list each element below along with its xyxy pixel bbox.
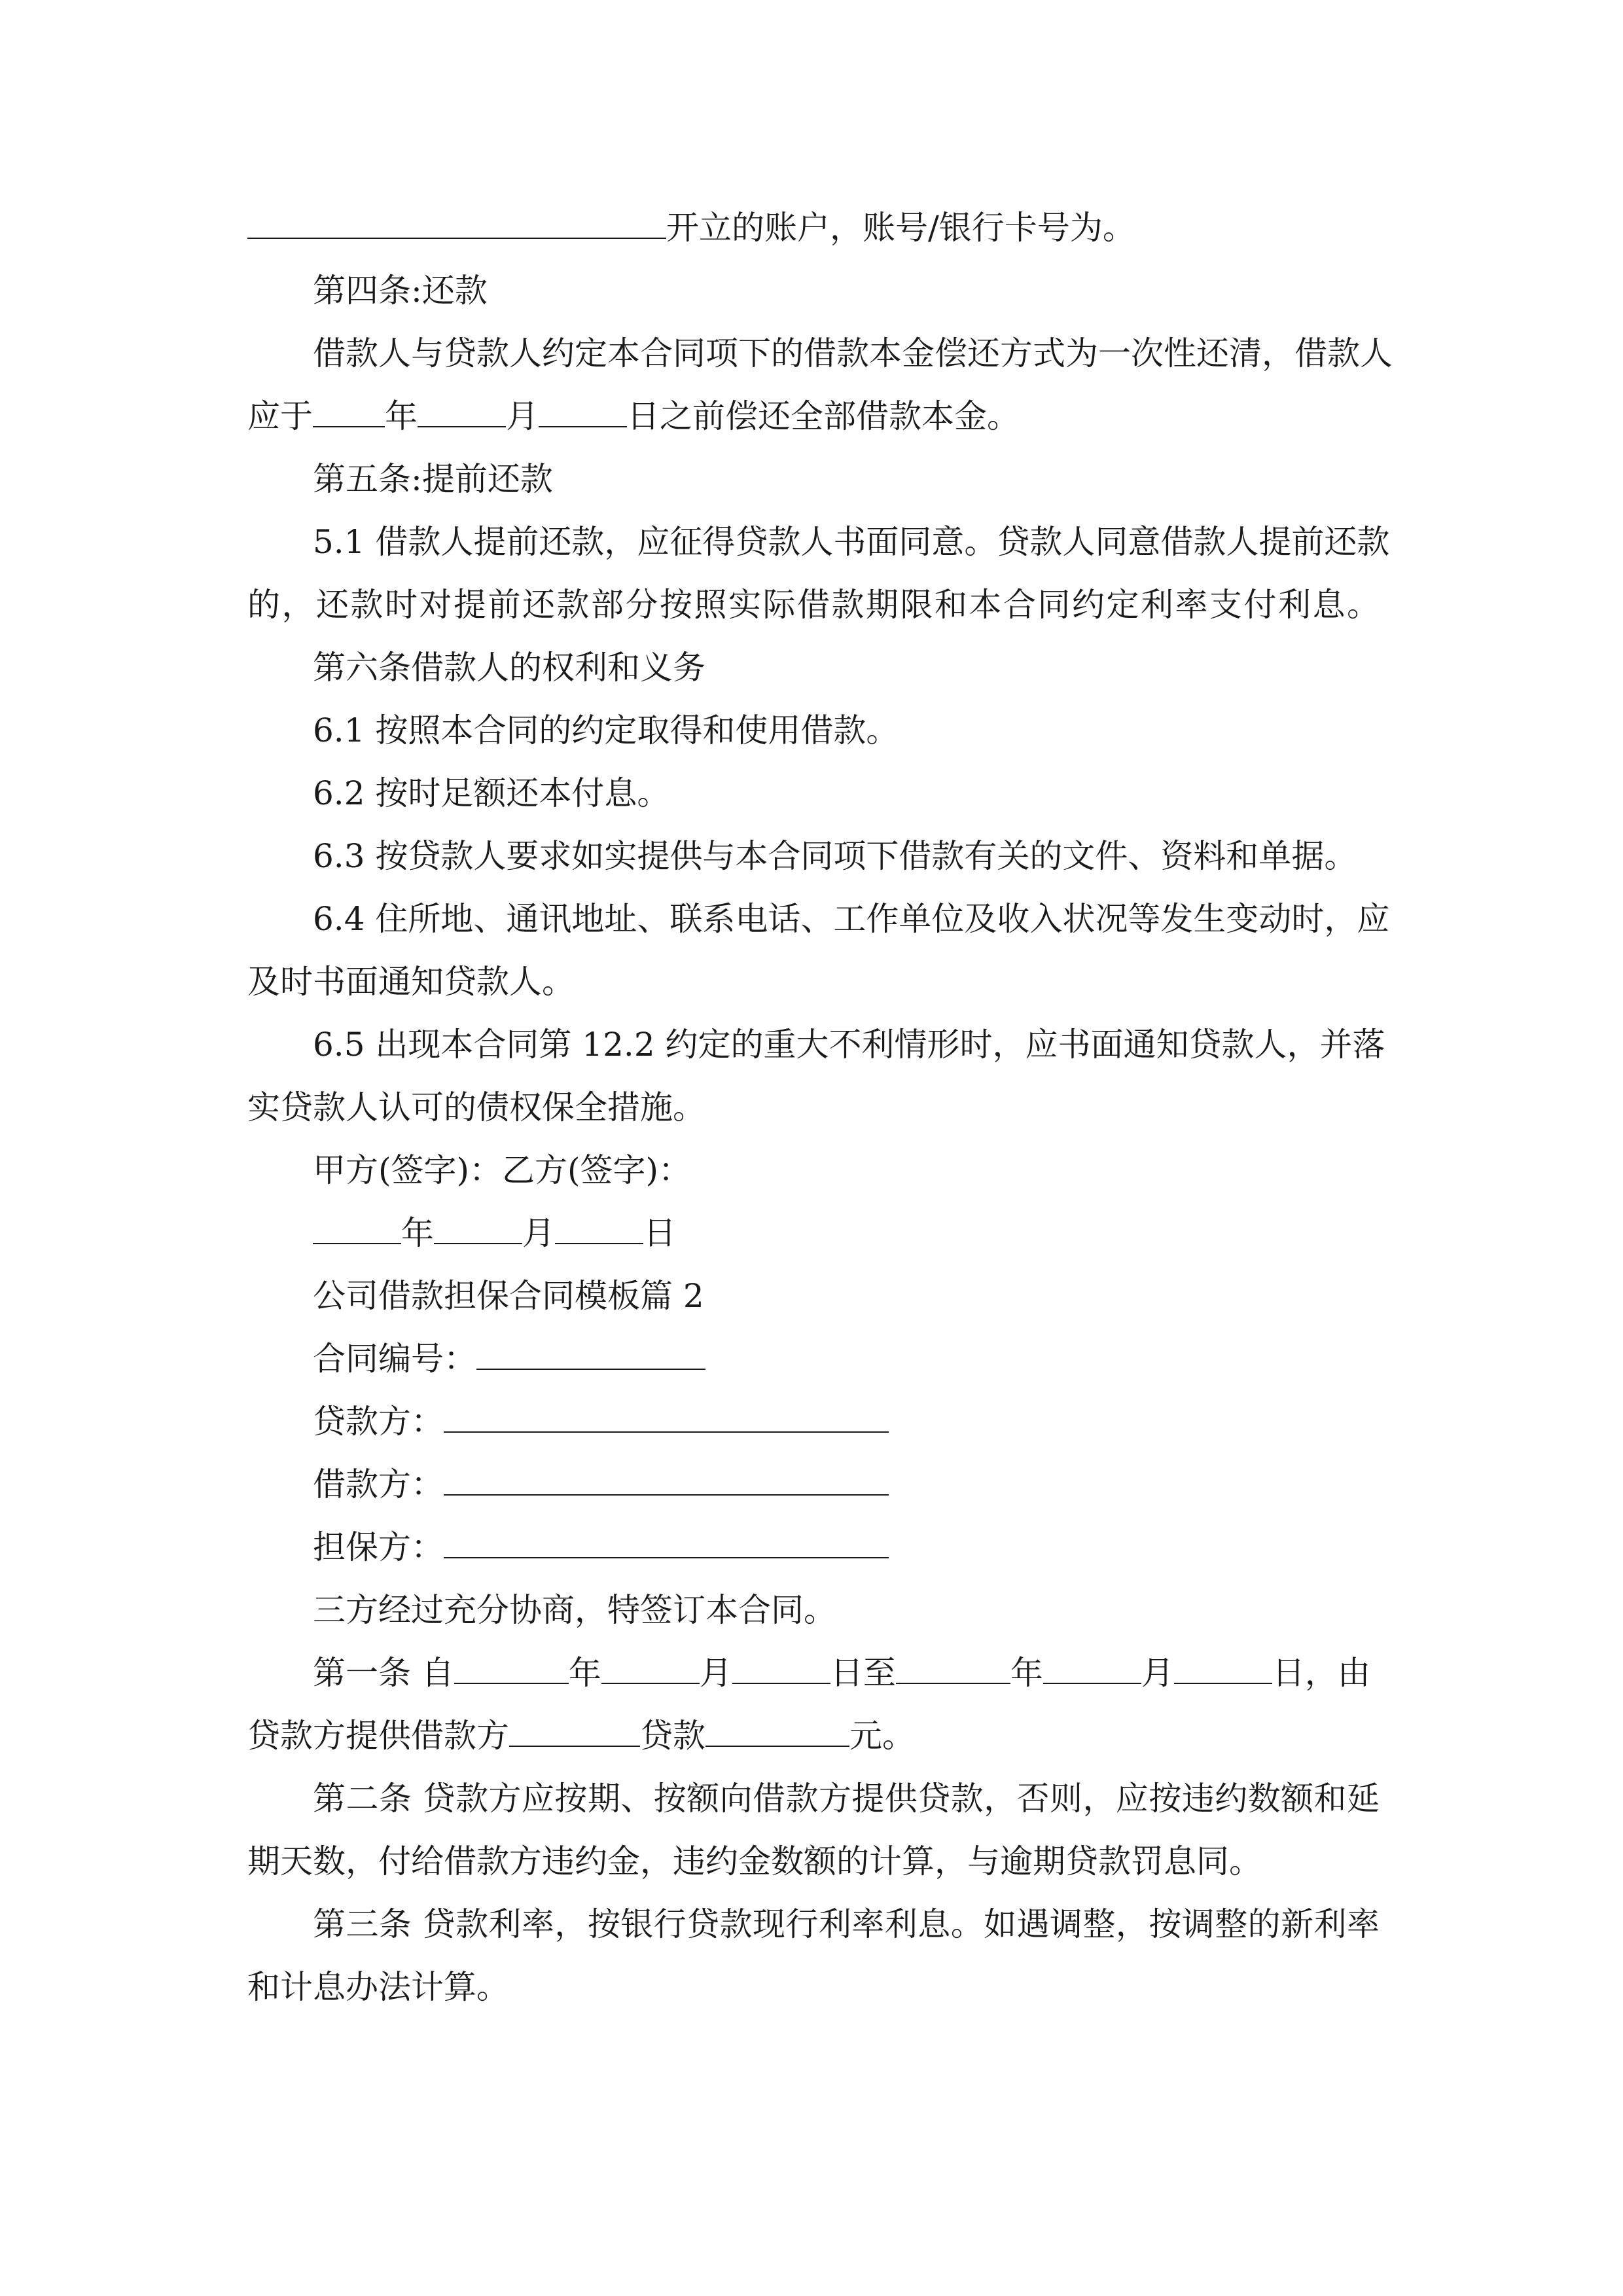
blank-start-day bbox=[732, 1649, 830, 1684]
clause-line: 6.3 按贷款人要求如实提供与本合同项下借款有关的文件、资料和单据。 bbox=[313, 837, 1357, 875]
paragraph-line: 借款人与贷款人约定本合同项下的借款本金偿还方式为一次性还清，借款人 bbox=[313, 334, 1393, 372]
blank-start-year bbox=[454, 1649, 569, 1684]
clause-line: 6.2 按时足额还本付息。 bbox=[313, 774, 670, 812]
paragraph-line: 的，还款时对提前还款部分按照实际借款期限和本合同约定利率支付利息。 bbox=[247, 586, 1380, 624]
contract-number-line: 合同编号： bbox=[247, 1327, 1380, 1390]
repay-date-line: 应于 年 月 日之前偿还全部借款本金。 bbox=[247, 385, 1380, 448]
clause-line: 6.5 出现本合同第 12.2 约定的重大不利情形时，应书面通知贷款人，并落 bbox=[313, 1026, 1385, 1064]
account-line: 开立的账户，账号/银行卡号为。 bbox=[247, 196, 1380, 259]
paragraph-line: 期天数，付给借款方违约金，违约金数额的计算，与逾期贷款罚息同。 bbox=[247, 1842, 1262, 1880]
blank-start-month bbox=[601, 1649, 700, 1684]
blank-end-year bbox=[896, 1649, 1010, 1684]
section-heading: 第六条借款人的权利和义务 bbox=[313, 649, 705, 687]
document-title: 公司借款担保合同模板篇 2 bbox=[313, 1277, 704, 1315]
signature-date-line: 年 月 日 bbox=[247, 1202, 1380, 1265]
blank-month bbox=[434, 1209, 522, 1244]
blank-guarantor bbox=[444, 1523, 889, 1558]
clause-line: 6.4 住所地、通讯地址、联系电话、工作单位及收入状况等发生变动时，应 bbox=[313, 900, 1390, 938]
blank-lender bbox=[444, 1397, 889, 1433]
signature-line: 甲方(签字)：乙方(签字)： bbox=[313, 1151, 692, 1189]
clause-line: 及时书面通知贷款人。 bbox=[247, 963, 575, 1001]
paragraph-line: 第二条 贷款方应按期、按额向借款方提供贷款，否则，应按违约数额和延 bbox=[313, 1780, 1380, 1818]
blank-bank bbox=[247, 204, 666, 239]
lender-line: 贷款方： bbox=[247, 1390, 1380, 1453]
clause-line: 6.1 按照本合同的约定取得和使用借款。 bbox=[313, 711, 899, 749]
paragraph-line: 和计息办法计算。 bbox=[247, 1968, 509, 2006]
blank-month bbox=[418, 392, 506, 427]
paragraph-line: 5.1 借款人提前还款，应征得贷款人书面同意。贷款人同意借款人提前还款 bbox=[313, 523, 1390, 561]
blank-year bbox=[313, 1209, 401, 1244]
section-heading: 第五条:提前还款 bbox=[313, 460, 553, 498]
paragraph-line: 三方经过充分协商，特签订本合同。 bbox=[313, 1591, 836, 1629]
blank-borrower-name bbox=[509, 1712, 640, 1747]
blank-year bbox=[313, 392, 385, 427]
clause-line: 实贷款人认可的债权保全措施。 bbox=[247, 1088, 705, 1126]
contract-page bbox=[247, 196, 1393, 2018]
blank-amount bbox=[705, 1712, 849, 1747]
term-period-line: 第一条 自 年 月 日至 年 月 日，由 bbox=[247, 1641, 1380, 1704]
guarantor-line: 担保方： bbox=[247, 1516, 1380, 1579]
blank-day bbox=[555, 1209, 643, 1244]
blank-contract-number bbox=[476, 1335, 705, 1370]
blank-day bbox=[539, 392, 627, 427]
borrower-line: 借款方： bbox=[247, 1453, 1380, 1516]
blank-end-month bbox=[1043, 1649, 1141, 1684]
loan-amount-line: 贷款方提供借款方 贷款 元。 bbox=[247, 1704, 1380, 1767]
blank-borrower bbox=[444, 1460, 889, 1496]
blank-end-day bbox=[1174, 1649, 1272, 1684]
paragraph-line: 第三条 贷款利率，按银行贷款现行利率利息。如遇调整，按调整的新利率 bbox=[313, 1905, 1380, 1943]
section-heading: 第四条:还款 bbox=[313, 272, 488, 310]
